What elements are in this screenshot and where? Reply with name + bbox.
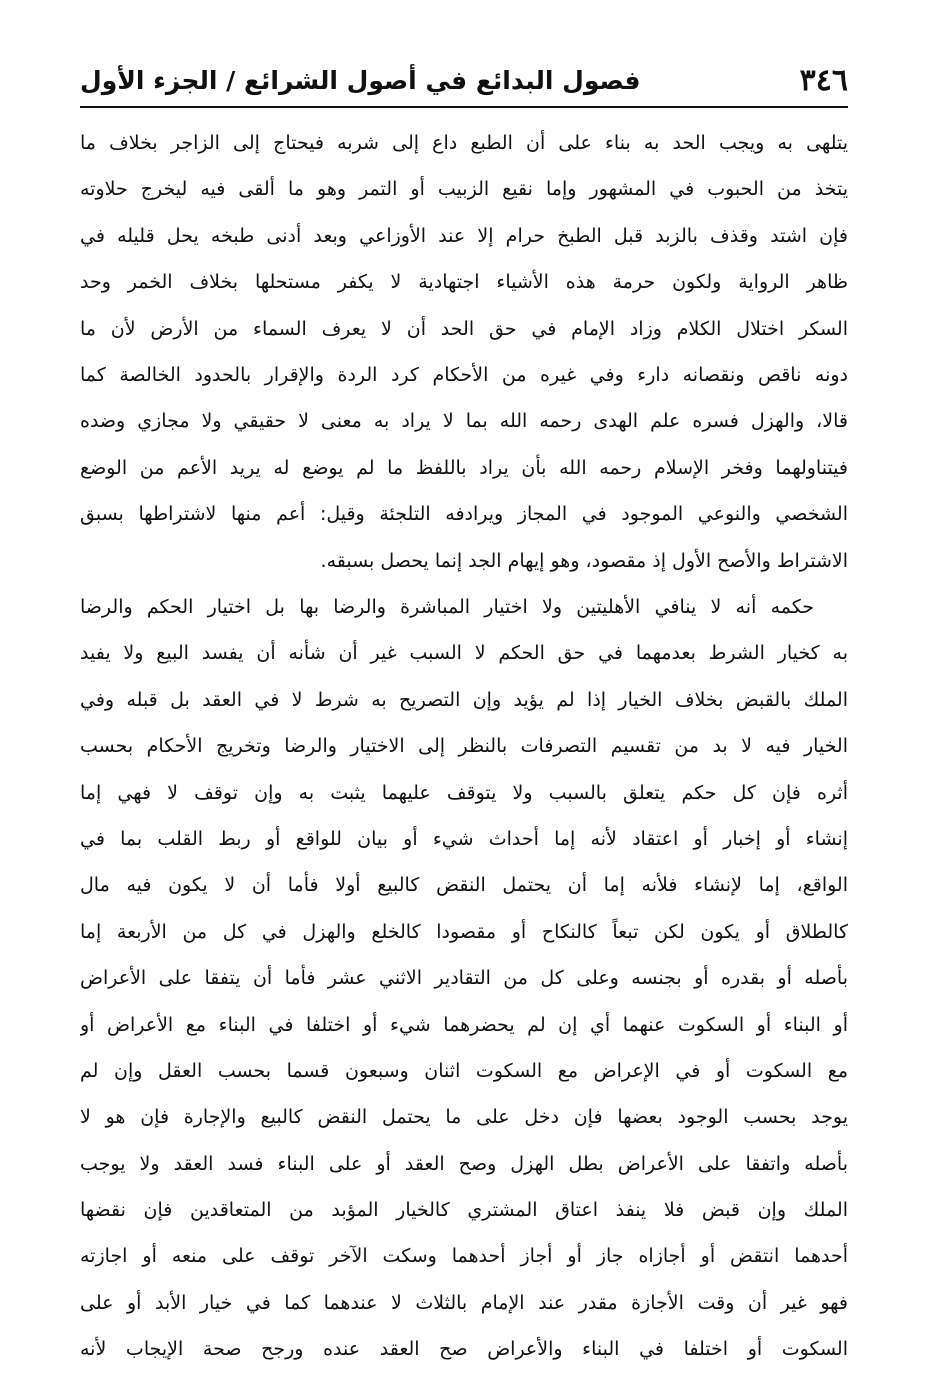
text-line: الواقع، إما لإنشاء فلأنه إما أن يحتمل النقض كالبيع أولا فأما أن لا يكون فيه مال [80, 874, 848, 897]
text-line: بأصله أو بقدره أو بجنسه وعلى كل من التقادير الاثني عشر فأما أن يتفقا على الأعراض [80, 967, 848, 990]
header-divider [80, 106, 848, 108]
text-line: الملك بالقبض بخلاف الخيار إذا لم يؤيد وإن التصريح به شرط لا في العقد بل قبله وفي [80, 688, 848, 711]
text-line: الخيار فيه لا بد من تقسيم التصرفات بالنظر إلى الاختيار والرضا وتخريج الأحكام بحسب [80, 735, 848, 758]
text-line: كالطلاق أو يكون لكن تبعاً كالنكاح أو مقصودا كالخلع والهزل في كل من الأربعة إما [80, 920, 848, 943]
text-line: الشخصي والنوعي الموجود في المجاز ويرادفه التلجئة وقيل: أعم منها لاشتراطها بسبق [80, 503, 848, 526]
page-number: ٣٤٦ [799, 63, 848, 98]
text-line: أو البناء أو السكوت عنهما أي إن لم يحضرهما شيء أو اختلفا في البناء مع الأعراض أو [80, 1013, 848, 1036]
text-line: أحدهما انتقض أو أجازاه جاز أو أجاز أحدهما وسكت الآخر توقف على منعه أو اجازته [80, 1245, 848, 1268]
page-header [80, 58, 848, 104]
text-line: يتلهى به ويجب الحد به بناء على أن الطبع داع إلى شربه فيحتاج إلى الزاجر بخلاف ما [80, 132, 848, 154]
text-line: قالا، والهزل فسره علم الهدى رحمه الله بما لا يراد به معنى لا حقيقي ولا مجازي وضده [80, 410, 848, 433]
text-line: بأصله واتفقا على الأعراض بطل الهزل وصح العقد أو على البناء فسد العقد ولا يوجب [80, 1152, 848, 1175]
text-line: فإن اشتد وقذف بالزبد قبل الطبخ حرام إلا عند الأوزاعي وبعد أدنى طبخه يحل قليله في [80, 224, 848, 247]
paragraph-1 [80, 120, 848, 584]
text-line: يتخذ من الحبوب في المشهور وإما نقيع الزبيب أو التمر وهو ما ألقى فيه ليخرج حلاوته [80, 178, 848, 201]
text-line: أثره فإن كل حكم يتعلق بالسبب ولا يتوقف عليهما يثبت به وإن توقف لا فهي إما [80, 781, 848, 804]
text-line: يوجد بحسب الوجود بعضها فإن دخل على ما يحتمل النقض كالبيع والإجارة فإن هو لا [80, 1106, 848, 1129]
text-line: الملك وإن قبض فلا ينفذ اعتاق المشتري كالخيار المؤبد من المتعاقدين فإن نقضها [80, 1199, 848, 1222]
text-line: حكمه أنه لا ينافي الأهليتين ولا اختيار المباشرة والرضا بها بل اختيار الحكم والرضا [80, 596, 814, 618]
text-line: دونه ناقص ونقصانه دارء وفي غيره من الأحكام كرد الردة والإقرار بالحدود الخالصة كما [80, 363, 848, 386]
running-title: فصول البدائع في أصول الشرائع / الجزء الأول [80, 66, 641, 95]
text-line: ظاهر الرواية ولكون حرمة هذه الأشياء اجتهادية لا يكفر مستحلها بخلاف الخمر وحد [80, 271, 848, 294]
text-line: السكر اختلال الكلام وزاد الإمام في حق الحد أن لا يعرف السماء من الأرض لأن ما [80, 317, 848, 340]
text-line: فهو غير أن وقت الأجازة مقدر عند الإمام بالثلاث لا عندهما كما في خيار الأبد أو على [80, 1291, 848, 1314]
text-line: فيتناولهما وفخر الإسلام رحمه الله بأن يراد باللفظ ما لم يوضع له يريد الأعم من الوضع [80, 456, 848, 479]
text-line: السكوت أو اختلفا في البناء والأعراض صح العقد عنده ورجح صحة الإيجاب لأنه [80, 1338, 848, 1361]
text-line: به كخيار الشرط بعدمهما في حق الحكم لا السبب غير أن شأنه أن يفسد البيع ولا يفيد [80, 642, 848, 665]
text-line: إنشاء أو إخبار أو اعتقاد لأنه إما أحداث شيء أو بيان للواقع أو ربط القلب بما في [80, 827, 848, 850]
text-line: الاشتراط والأصح الأول إذ مقصود، وهو إيهام الجد إنما يحصل بسبقه. [320, 549, 848, 572]
paragraph-2 [80, 584, 848, 1373]
text-line: مع السكوت أو في الإعراض مع السكوت اثنان وسبعون قسما بحسب العقل وإن لم [80, 1059, 848, 1082]
